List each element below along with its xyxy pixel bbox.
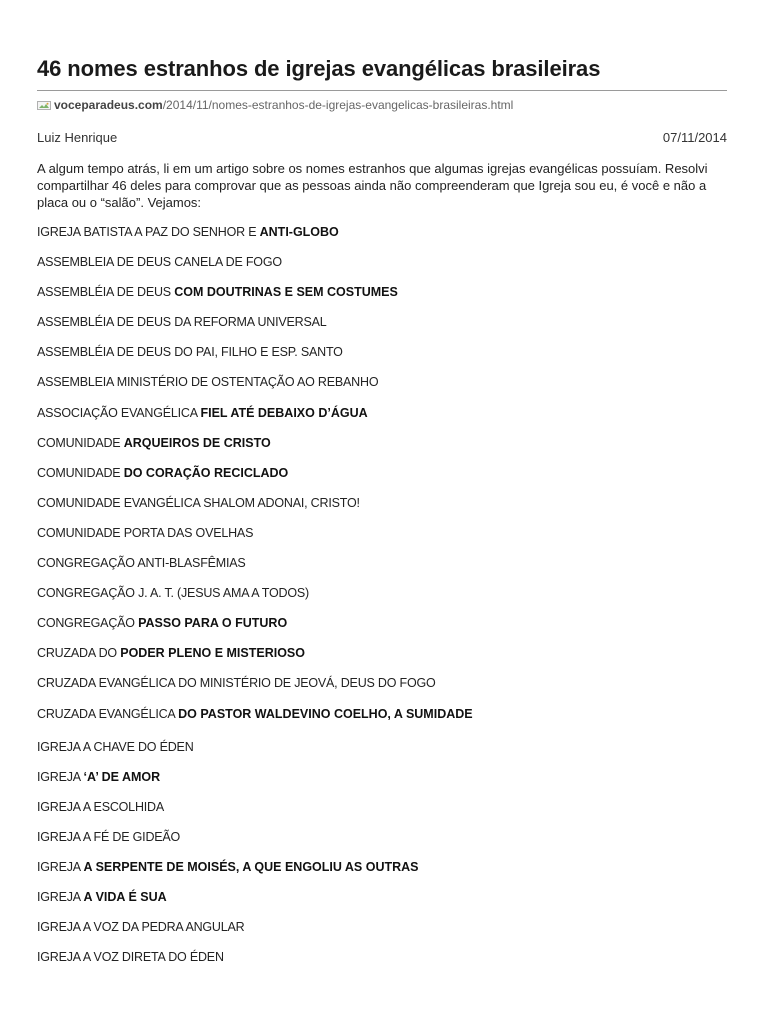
church-name-plain: CONGREGAÇÃO	[37, 616, 139, 631]
church-name-plain: IGREJA BATISTA A PAZ DO SENHOR E	[37, 225, 260, 239]
church-name-plain: IGREJA A FÉ DE GIDEÃO	[37, 829, 181, 844]
church-name-bold: PODER PLENO E MISTERIOSO	[120, 646, 305, 661]
list-item	[37, 799, 727, 829]
list-item	[37, 739, 727, 769]
list-item	[37, 435, 727, 465]
church-name-plain: CONGREGAÇÃO ANTI-BLASFÊMIAS	[37, 556, 246, 571]
church-name-plain: IGREJA	[37, 890, 84, 905]
church-name-plain: CRUZADA DO	[37, 646, 121, 661]
list-item	[37, 374, 727, 404]
list-item	[37, 224, 727, 254]
list-item	[37, 949, 727, 979]
list-item	[37, 645, 727, 675]
broken-image-icon	[37, 100, 53, 111]
list-item	[37, 405, 727, 435]
church-name-plain: CRUZADA EVANGÉLICA	[37, 706, 179, 721]
church-name-bold: PASSO PARA O FUTURO	[138, 616, 288, 631]
church-name-plain: IGREJA A VOZ DA PEDRA ANGULAR	[37, 920, 245, 935]
source-path[interactable]: /2014/11/nomes-estranhos-de-igrejas-evangelicas-brasileiras.html	[162, 98, 514, 112]
church-list	[37, 224, 727, 979]
list-item	[37, 465, 727, 495]
church-name-plain: IGREJA	[37, 859, 84, 874]
church-name-plain: ASSEMBLÉIA DE DEUS	[37, 285, 175, 300]
church-name-bold: A SERPENTE DE MOISÉS, A QUE ENGOLIU AS OUTRAS	[83, 859, 419, 874]
church-name-bold: DO CORAÇÃO RECICLADO	[123, 465, 289, 480]
church-name-plain: CRUZADA EVANGÉLICA DO MINISTÉRIO DE JEOVÁ, DEUS DO FOGO	[37, 676, 436, 691]
church-name-plain: IGREJA A VOZ DIRETA DO ÉDEN	[37, 950, 224, 965]
church-name-bold: A VIDA É SUA	[83, 890, 167, 905]
publish-date: 07/11/2014	[662, 130, 727, 145]
list-item	[37, 769, 727, 799]
list-item	[37, 525, 727, 555]
church-name-plain: COMUNIDADE	[37, 435, 124, 450]
church-name-plain: IGREJA	[37, 769, 84, 784]
church-name-bold: FIEL ATÉ DEBAIXO D’ÁGUA	[200, 405, 368, 420]
title-divider	[37, 90, 727, 91]
church-name-bold: ARQUEIROS DE CRISTO	[123, 435, 271, 450]
intro-paragraph: A algum tempo atrás, li em um artigo sobre os nomes estranhos que algumas igrejas evangélicas possuíam. Resolvi compartilhar 46 deles para comprovar que as pessoas ainda não compreenderam que Igreja sou eu, é você e não a placa ou o “salão”. Vejamos:	[37, 161, 708, 210]
church-name-plain: ASSEMBLEIA DE DEUS CANELA DE FOGO	[37, 255, 282, 270]
church-name-plain: ASSEMBLÉIA DE DEUS DO PAI, FILHO E ESP. SANTO	[37, 345, 343, 360]
church-name-plain: IGREJA A CHAVE DO ÉDEN	[37, 739, 194, 754]
list-item	[37, 919, 727, 949]
church-name-bold: DO PASTOR WALDEVINO COELHO, A SUMIDADE	[178, 706, 473, 721]
list-item	[37, 615, 727, 645]
church-name-plain: CONGREGAÇÃO J. A. T. (JESUS AMA A TODOS)	[37, 586, 309, 601]
church-name-bold: ANTI-GLOBO	[259, 225, 339, 239]
church-name-plain: COMUNIDADE PORTA DAS OVELHAS	[37, 525, 254, 540]
article-title: 46 nomes estranhos de igrejas evangélicas brasileiras	[37, 56, 601, 81]
church-name-plain: COMUNIDADE EVANGÉLICA SHALOM ADONAI, CRISTO!	[37, 495, 360, 510]
church-name-plain: ASSEMBLEIA MINISTÉRIO DE OSTENTAÇÃO AO REBANHO	[37, 375, 379, 390]
source-domain[interactable]: voceparadeus.com	[54, 98, 163, 112]
list-item	[37, 859, 727, 889]
church-name-bold: COM DOUTRINAS E SEM COSTUMES	[174, 285, 398, 300]
list-item	[37, 675, 727, 705]
list-item	[37, 585, 727, 615]
list-item	[37, 254, 727, 284]
church-name-plain: ASSOCIAÇÃO EVANGÉLICA	[37, 405, 201, 420]
list-item	[37, 889, 727, 919]
list-item	[37, 706, 727, 736]
list-item	[37, 829, 727, 859]
list-item	[37, 495, 727, 525]
source-link[interactable]	[37, 98, 513, 112]
list-item	[37, 555, 727, 585]
church-name-bold: ‘A’ DE AMOR	[83, 769, 161, 784]
church-name-plain: COMUNIDADE	[37, 465, 124, 480]
list-item	[37, 314, 727, 344]
list-item	[37, 344, 727, 374]
church-name-plain: IGREJA A ESCOLHIDA	[37, 799, 165, 814]
list-item	[37, 284, 727, 314]
church-name-plain: ASSEMBLÉIA DE DEUS DA REFORMA UNIVERSAL	[37, 315, 327, 330]
author-name: Luiz Henrique	[37, 130, 118, 145]
